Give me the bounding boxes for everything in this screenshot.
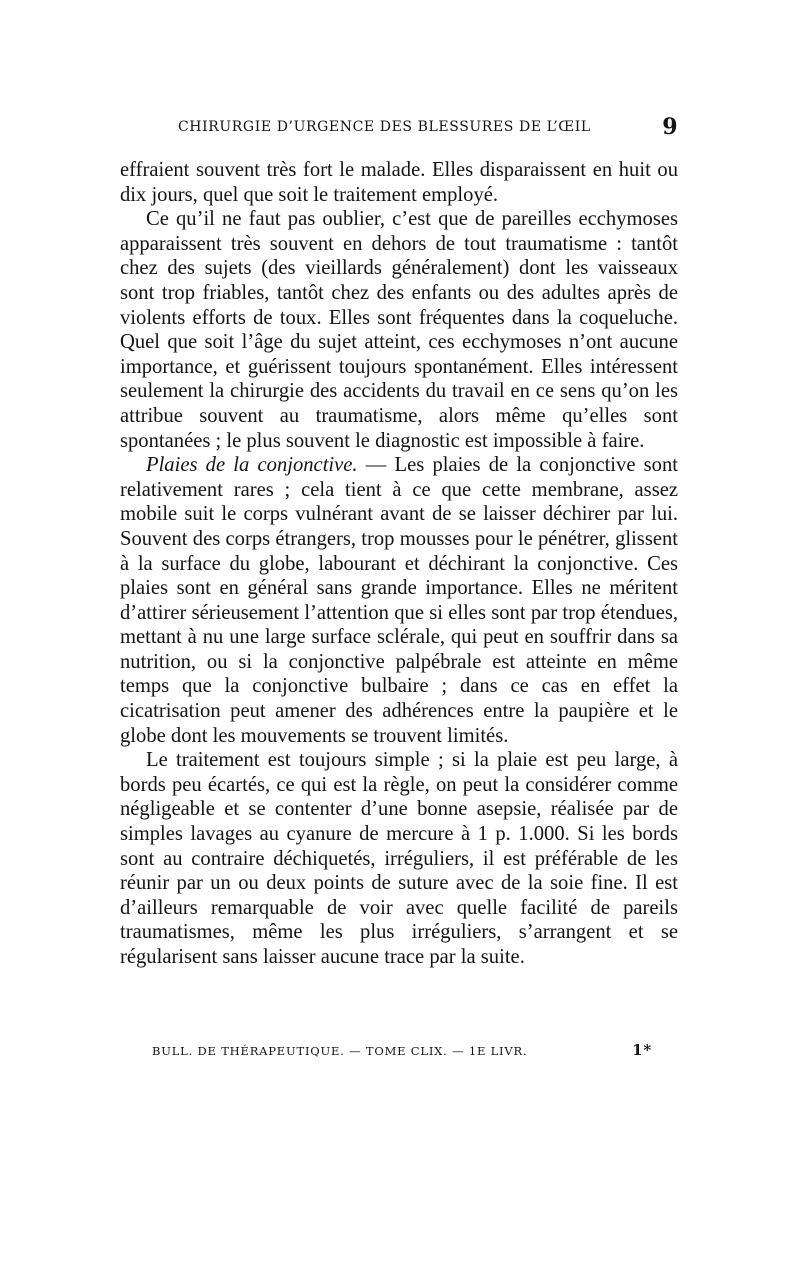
paragraph-continued xyxy=(120,158,678,207)
signature-mark: 1* xyxy=(632,1041,652,1059)
page-number: 9 xyxy=(662,114,678,140)
paragraph-plaies-conjonctive xyxy=(120,453,678,748)
paragraph-text: — Les plaies de la conjonctive sont relativement rares ; cela tient à ce que cette membrane, assez mobile suit le corps vulnérant avant de se laisser déchirer par lui. Souvent des corps étrangers, trop mousses pour le pénétrer, glissent à la surface du globe, labourant et déchirant la conjonctive. Ces plaies sont en général sans grande importance. Elles ne méritent d’attirer sérieusement l’attention que si elles sont par trop étendues, mettant à nu une large surface sclérale, qui peut en souffrir dans sa nutrition, ou si la conjonctive palpébrale est atteinte en même temps que la conjonctive bulbaire ; dans ce cas en effet la cicatrisation peut amener des adhérences entre la paupière et le globe dont les mouvements se trouvent limités. xyxy=(120,454,678,747)
running-head xyxy=(122,116,678,144)
running-head-title: CHIRURGIE D’URGENCE DES BLESSURES DE L’ŒIL xyxy=(178,119,591,135)
paragraph-ecchymoses xyxy=(120,207,678,453)
page-footer xyxy=(152,1041,652,1066)
paragraph-text: Ce qu’il ne faut pas oublier, c’est que de pareilles ecchymoses apparaissent très souvent en dehors de tout traumatisme : tantôt chez des sujets (des vieillards généralement) dont les vaisseaux sont trop friables, tantôt chez des enfants ou des adultes après de violents efforts de toux. Elles sont fréquentes dans la coqueluche. Quel que soit l’âge du sujet atteint, ces ecchymoses n’ont aucune importance, et guérissent toujours spontanément. Elles intéressent seulement la chirurgie des accidents du travail en ce sens qu’on les attribue souvent au traumatisme, alors même qu’elles sont spontanées ; le plus souvent le diagnostic est impossible à faire. xyxy=(120,208,678,452)
section-lead-heading: Plaies de la conjonctive. xyxy=(146,454,358,477)
footer-imprint: BULL. DE THÉRAPEUTIQUE. — TOME CLIX. — 1E LIVR. xyxy=(152,1044,528,1058)
body-text xyxy=(120,158,678,970)
paragraph-text: Le traitement est toujours simple ; si la plaie est peu large, à bords peu écartés, ce qui est la règle, on peut la considérer comme négligeable et se contenter d’une bonne asepsie, réalisée par de simples lavages au cyanure de mercure à 1 p. 1.000. Si les bords sont au contraire déchiquetés, irréguliers, il est préférable de les réunir par un ou deux points de suture avec de la soie fine. Il est d’ailleurs remarquable de voir avec quelle facilité de pareils traumatismes, même les plus irréguliers, s’arrangent et se régularisent sans laisser aucune trace par la suite. xyxy=(120,749,678,968)
paragraph-traitement xyxy=(120,748,678,969)
paragraph-text: effraient souvent très fort le malade. Elles disparaissent en huit ou dix jours, quel que soit le traitement employé. xyxy=(120,159,678,206)
